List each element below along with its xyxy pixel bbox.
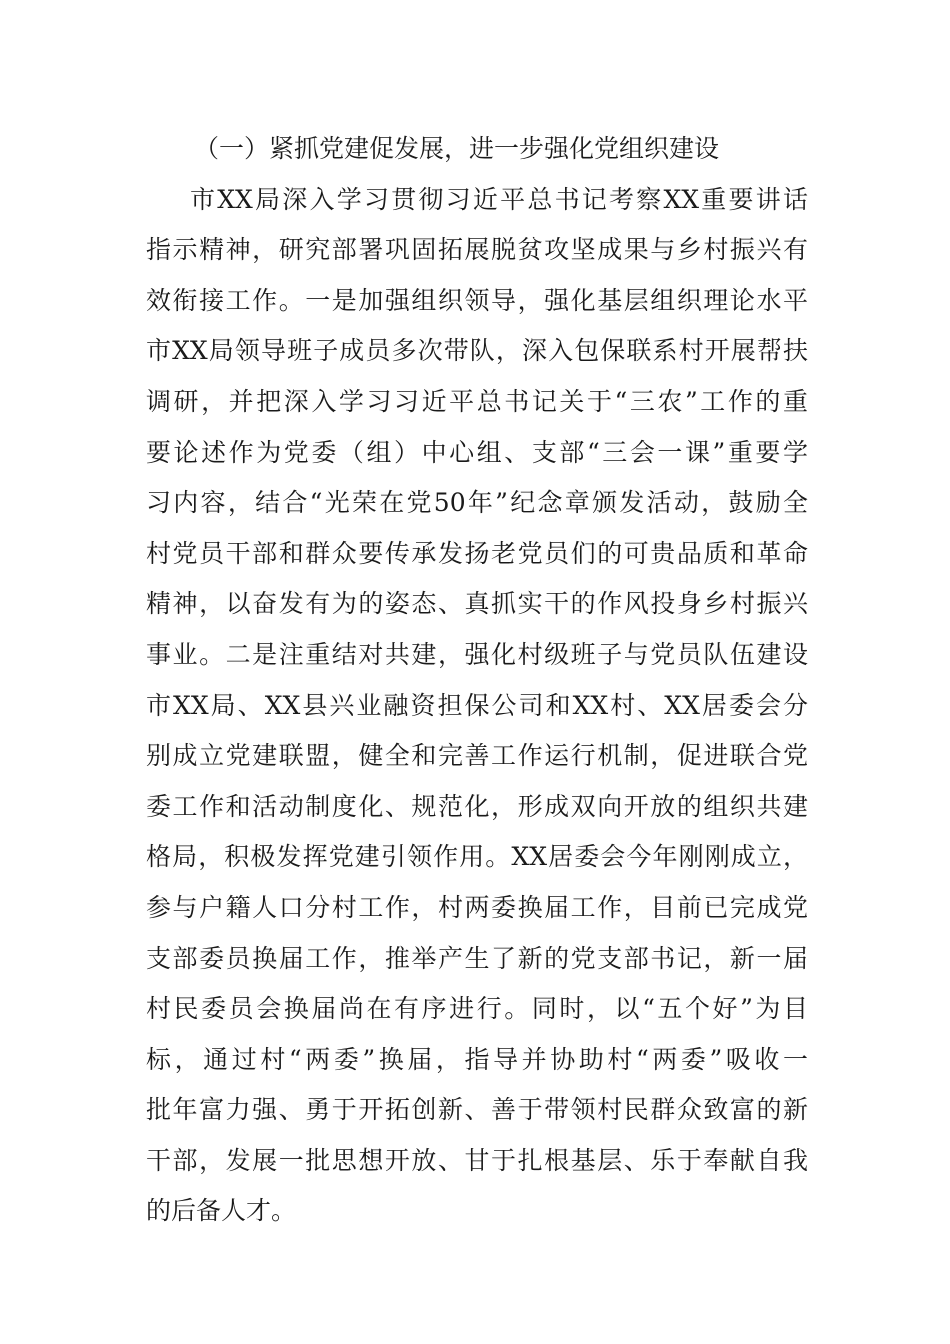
paragraph-line-10: 事业。二是注重结对共建，强化村级班子与党员队伍建设: [146, 639, 808, 669]
paragraph-line-9: 精神，以奋发有为的姿态、真抓实干的作风投身乡村振兴: [146, 589, 808, 619]
paragraph-line-17: 村民委员会换届尚在有序进行。同时，以“五个好”为目: [146, 994, 808, 1024]
paragraph-line-20: 干部，发展一批思想开放、甘于扎根基层、乐于奉献自我: [146, 1145, 808, 1175]
section-heading: （一）紧抓党建促发展，进一步强化党组织建设: [194, 134, 720, 163]
paragraph-line-1: 市XX局深入学习贯彻习近平总书记考察XX重要讲话: [190, 184, 808, 214]
paragraph-line-7: 习内容，结合“光荣在党50年”纪念章颁发活动，鼓励全: [146, 488, 808, 518]
paragraph-line-5: 调研，并把深入学习习近平总书记关于“三农”工作的重: [146, 386, 808, 416]
paragraph-line-6: 要论述作为党委（组）中心组、支部“三会一课”重要学: [146, 437, 808, 467]
paragraph-line-11: 市XX局、XX县兴业融资担保公司和XX村、XX居委会分: [146, 690, 808, 720]
paragraph-line-12: 别成立党建联盟，健全和完善工作运行机制，促进联合党: [146, 741, 808, 771]
paragraph-line-16: 支部委员换届工作，推举产生了新的党支部书记，新一届: [146, 943, 808, 973]
paragraph-line-13: 委工作和活动制度化、规范化，形成双向开放的组织共建: [146, 791, 808, 821]
paragraph-line-2: 指示精神，研究部署巩固拓展脱贫攻坚成果与乡村振兴有: [146, 235, 808, 265]
paragraph-line-8: 村党员干部和群众要传承发扬老党员们的可贵品质和革命: [146, 538, 808, 568]
paragraph-line-4: 市XX局领导班子成员多次带队，深入包保联系村开展帮扶: [146, 336, 808, 366]
paragraph-line-18: 标，通过村“两委”换届，指导并协助村“两委”吸收一: [146, 1044, 808, 1074]
document-body: [146, 124, 808, 1237]
paragraph-line-3: 效衔接工作。一是加强组织领导，强化基层组织理论水平: [146, 285, 808, 315]
paragraph-line-14: 格局，积极发挥党建引领作用。XX居委会今年刚刚成立，: [146, 842, 808, 872]
paragraph-line-19: 批年富力强、勇于开拓创新、善于带领村民群众致富的新: [146, 1095, 808, 1125]
paragraph-line-15: 参与户籍人口分村工作，村两委换届工作，目前已完成党: [146, 892, 808, 922]
paragraph-line-21: 的后备人才。: [146, 1196, 297, 1226]
